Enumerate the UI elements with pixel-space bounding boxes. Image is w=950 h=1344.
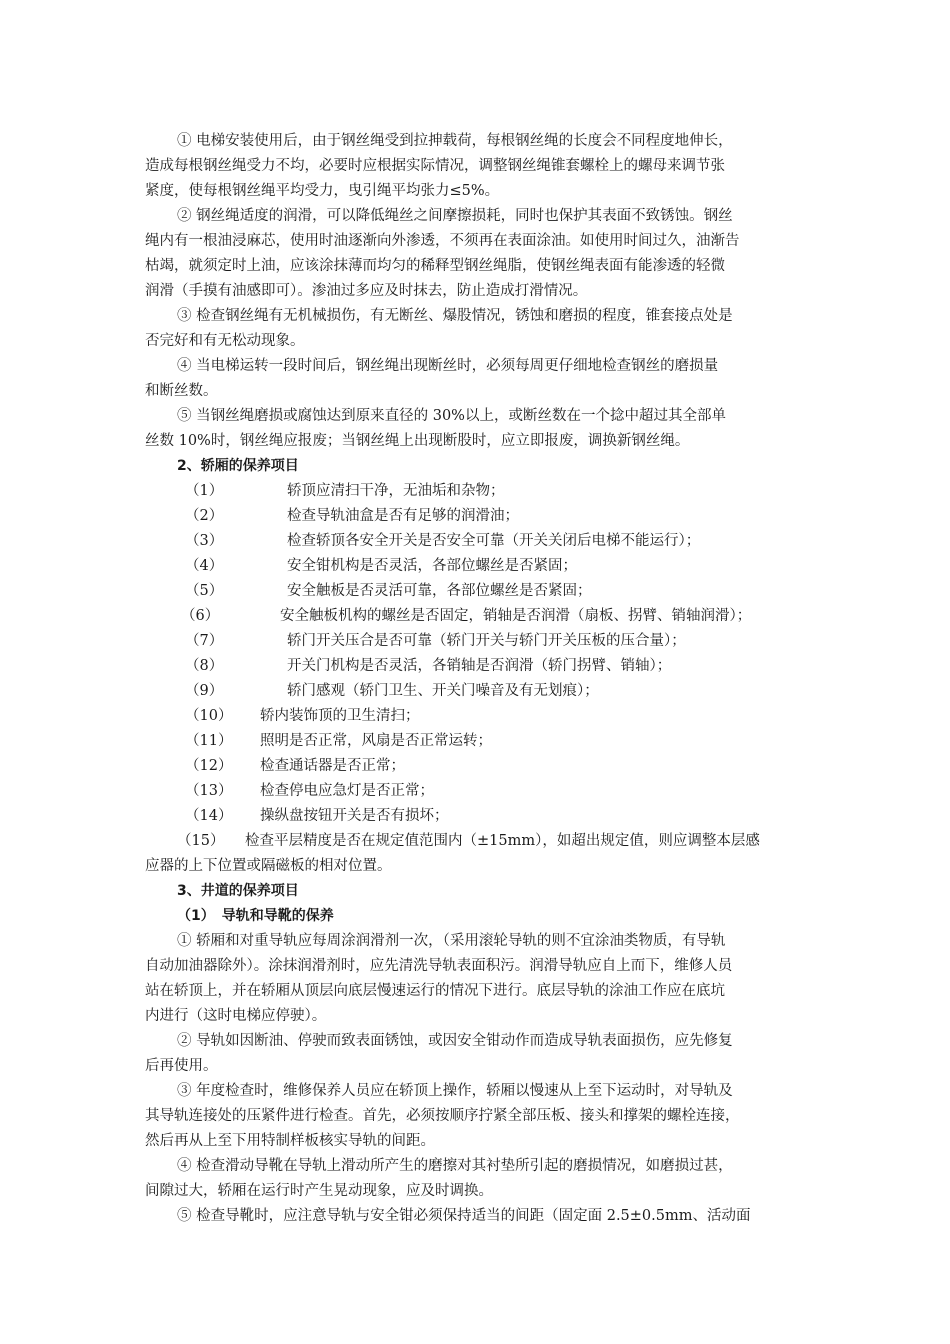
paragraph-line: 应器的上下位置或隔磁板的相对位置。 [145,858,392,874]
paragraph-line: ⑤ 当钢丝绳磨损或腐蚀达到原来直径的 30%以上，或断丝数在一个捻中超过其全部单 [177,408,726,424]
list-item-number: （13） [185,783,233,799]
section-heading: 3、井道的保养项目 [177,883,299,899]
paragraph-line: 丝数 10%时，钢丝绳应报废；当钢丝绳上出现断股时，应立即报废，调换新钢丝绳。 [145,433,690,449]
paragraph-line: ② 钢丝绳适度的润滑，可以降低绳丝之间摩擦损耗，同时也保护其表面不致锈蚀。钢丝 [177,208,733,224]
paragraph-line: ② 导轨如因断油、停驶而致表面锈蚀，或因安全钳动作而造成导轨表面损伤，应先修复 [177,1033,733,1049]
list-item-text: 安全触板是否灵活可靠，各部位螺丝是否紧固； [287,583,592,599]
list-item-number: （9） [185,683,224,699]
list-item-text: 照明是否正常，风扇是否正常运转； [260,733,492,749]
list-item-text: 检查轿顶各安全开关是否安全可靠（开关关闭后电梯不能运行）； [287,533,701,549]
list-item-text: 安全触板机构的螺丝是否固定，销轴是否润滑（扇板、拐臂、销轴润滑）； [280,608,752,624]
paragraph-line: ④ 检查滑动导靴在导轨上滑动所产生的磨擦对其衬垫所引起的磨损情况，如磨损过甚， [177,1158,733,1174]
list-item-number: （10） [185,708,233,724]
paragraph-line: 自动加油器除外）。涂抹润滑剂时，应先清洗导轨表面积污。润滑导轨应自上而下，维修人员 [145,958,733,974]
paragraph-line: 否完好和有无松动现象。 [145,333,305,349]
paragraph-line: ③ 年度检查时，维修保养人员应在轿顶上操作，轿厢以慢速从上至下运动时，对导轨及 [177,1083,733,1099]
list-item-number: （6） [181,608,220,624]
list-item-text: 轿内装饰顶的卫生清扫； [260,708,420,724]
list-item-number: （1） [185,483,224,499]
paragraph-line: ① 电梯安装使用后，由于钢丝绳受到拉抻载荷，每根钢丝绳的长度会不同程度地伸长， [177,133,733,149]
paragraph-line: ③ 检查钢丝绳有无机械损伤，有无断丝、爆股情况，锈蚀和磨损的程度，锥套接点处是 [177,308,733,324]
list-item-text: 操纵盘按钮开关是否有损坏； [260,808,449,824]
paragraph-line: 内进行（这时电梯应停驶）。 [145,1008,327,1024]
paragraph-line: 后再使用。 [145,1058,218,1074]
list-item-text: 检查通话器是否正常； [260,758,405,774]
list-item-text: 轿顶应清扫干净，无油垢和杂物； [287,483,505,499]
list-item-number: （12） [185,758,233,774]
paragraph-line: 和断丝数。 [145,383,218,399]
paragraph-line: ⑤ 检查导靴时，应注意导轨与安全钳必须保持适当的间距（固定面 2.5±0.5mm、活动面 [177,1208,751,1224]
list-item-text: 开关门机构是否灵活，各销轴是否润滑（轿门拐臂、销轴）； [287,658,672,674]
list-item-number: （2） [185,508,224,524]
paragraph-line: 然后再从上至下用特制样板核实导轨的间距。 [145,1133,435,1149]
list-item-text: 检查停电应急灯是否正常； [260,783,434,799]
paragraph-line: 其导轨连接处的压紧件进行检查。首先，必须按顺序拧紧全部压板、接头和撑架的螺栓连接， [145,1108,740,1124]
list-item-number: （4） [185,558,224,574]
list-item-text: 安全钳机构是否灵活，各部位螺丝是否紧固； [287,558,577,574]
paragraph-line: ④ 当电梯运转一段时间后，钢丝绳出现断丝时，必须每周更仔细地检查钢丝的磨损量 [177,358,719,374]
list-item-text: 检查平层精度是否在规定值范围内（±15mm），如超出规定值，则应调整本层感 [245,833,760,849]
section-heading: 2、轿厢的保养项目 [177,458,299,474]
paragraph-line: 枯竭，就须定时上油，应该涂抹薄而均匀的稀释型钢丝绳脂，使钢丝绳表面有能渗透的轻微 [145,258,725,274]
list-item-number: （11） [185,733,233,749]
paragraph-line: 间隙过大，轿厢在运行时产生晃动现象，应及时调换。 [145,1183,493,1199]
list-item-number: （8） [185,658,224,674]
paragraph-line: 造成每根钢丝绳受力不均，必要时应根据实际情况，调整钢丝绳锥套螺栓上的螺母来调节张 [145,158,725,174]
list-item-number: （5） [185,583,224,599]
paragraph-line: 站在轿顶上，并在轿厢从顶层向底层慢速运行的情况下进行。底层导轨的涂油工作应在底坑 [145,983,725,999]
paragraph-line: 绳内有一根油浸麻芯，使用时油逐渐向外渗透，不须再在表面涂油。如使用时间过久，油渐告 [145,233,740,249]
paragraph-line: 润滑（手摸有油感即可）。渗油过多应及时抹去，防止造成打滑情况。 [145,283,588,299]
section-heading: （1） 导轨和导靴的保养 [177,908,334,924]
list-item-text: 轿门开关压合是否可靠（轿门开关与轿门开关压板的压合量）； [287,633,686,649]
list-item-number: （14） [185,808,233,824]
paragraph-line: ① 轿厢和对重导轨应每周涂润滑剂一次，（采用滚轮导轨的则不宜涂油类物质，有导轨 [177,933,726,949]
list-item-number: （3） [185,533,224,549]
list-item-number: （7） [185,633,224,649]
list-item-text: 检查导轨油盒是否有足够的润滑油； [287,508,519,524]
list-item-number: （15） [177,833,225,849]
paragraph-line: 紧度，使每根钢丝绳平均受力，曳引绳平均张力≤5%。 [145,183,500,199]
list-item-text: 轿门感观（轿门卫生、开关门噪音及有无划痕）； [287,683,599,699]
